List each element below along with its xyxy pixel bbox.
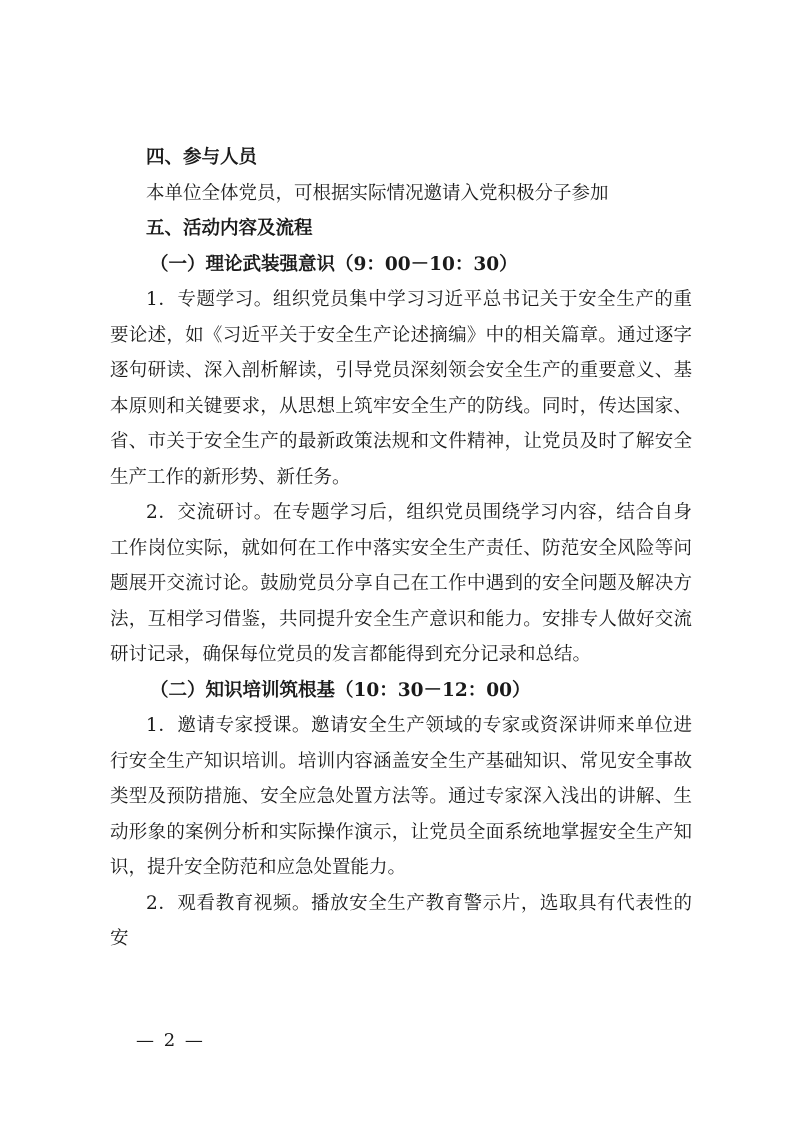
section-4-text: 本单位全体党员，可根据实际情况邀请入党积极分子参加 bbox=[146, 182, 609, 204]
section-5-heading: 五、活动内容及流程 bbox=[146, 218, 313, 239]
subsection-2-heading: （二）知识培训筑根基（10：30－12：00） bbox=[150, 679, 531, 701]
subsection-2-paragraph-1: 1．邀请专家授课。邀请安全生产领域的专家或资深讲师来单位进行安全生产知识培训。培训内容涵盖安全生产基础知识、常见安全事故类型及预防措施、安全应急处置方法等。通过专家深入浅出的讲解、生动形象的案例分析和实际操作演示，让党员全面系统地掌握安全生产知识，提升安全防范和应急处置能力。 bbox=[110, 715, 692, 878]
subsection-2-paragraph-2: 2．观看教育视频。播放安全生产教育警示片，选取具有代表性的安 bbox=[110, 892, 692, 949]
subsection-1-heading: （一）理论武装强意识（9：00－10：30） bbox=[150, 253, 518, 275]
document-body bbox=[110, 140, 692, 957]
subsection-1-paragraph-2: 2．交流研讨。在专题学习后，组织党员围绕学习内容，结合自身工作岗位实际，就如何在工作中落实安全生产责任、防范安全风险等问题展开交流讨论。鼓励党员分享自己在工作中遇到的安全问题及解决方法，互相学习借鉴，共同提升安全生产意识和能力。安排专人做好交流研讨记录，确保每位党员的发言都能得到充分记录和总结。 bbox=[110, 502, 692, 665]
section-4-heading: 四、参与人员 bbox=[146, 147, 258, 168]
subsection-1-paragraph-1: 1．专题学习。组织党员集中学习习近平总书记关于安全生产的重要论述，如《习近平关于安全生产论述摘编》中的相关篇章。通过逐字逐句研读、深入剖析解读，引导党员深刻领会安全生产的重要意义、基本原则和关键要求，从思想上筑牢安全生产的防线。同时，传达国家、省、市关于安全生产的最新政策法规和文件精神，让党员及时了解安全生产工作的新形势、新任务。 bbox=[110, 289, 692, 488]
page-number: — 2 — bbox=[136, 1030, 205, 1051]
